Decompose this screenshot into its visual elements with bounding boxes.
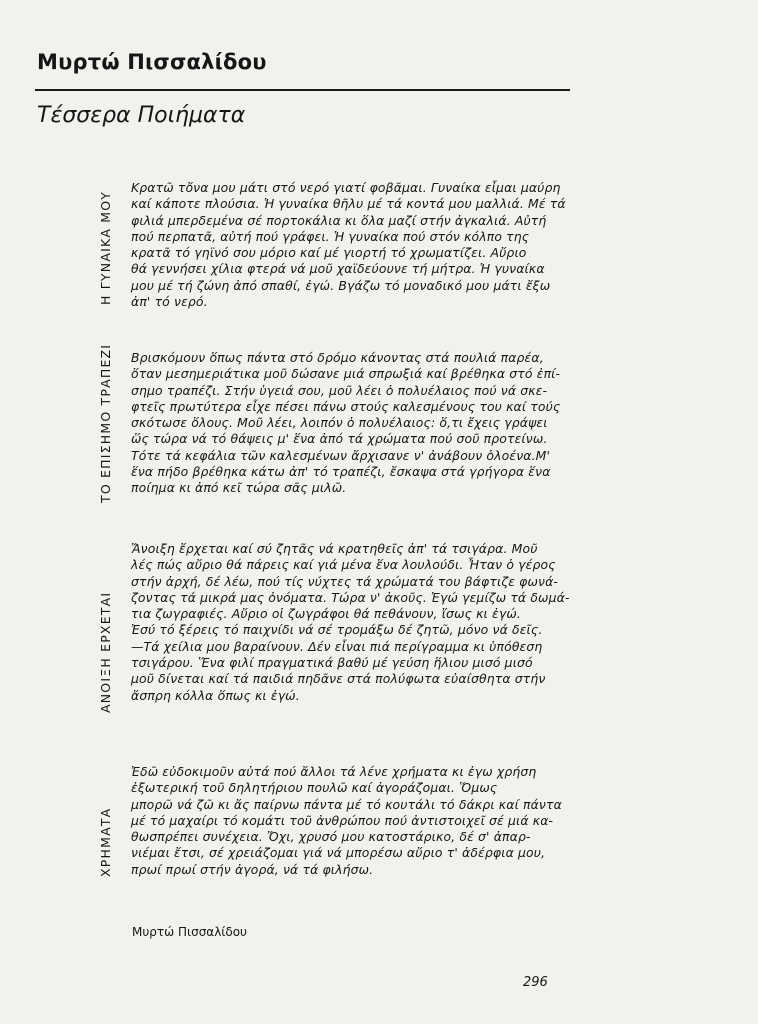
poem-title-3: ΑΝΟΙΞΗ ΕΡΧΕΤΑΙ [98,591,113,713]
poem-body-4 [131,764,641,878]
poem-line: ἀπ' τό νερό. [131,294,208,310]
poem-line: σημο τραπέζι. Στήν ὑγειά σου, μοῦ λέει ὁ πολυέλαιος πού νά σκε- [131,382,548,398]
poem-title-1: Η ΓΥΝΑΙΚΑ ΜΟΥ [98,190,113,305]
poem-line: λές πώς αὔριο θά πάρεις καί γιά μένα ἕνα λουλούδι. Ἦταν ὁ γέρος [131,557,556,573]
poem-line: θωσπρέπει συνέχεια. Ὄχι, χρυσό μου κατοστάρικο, δέ σ' ἀπαρ- [131,829,531,845]
poem-line: Ἐσύ τό ξέρεις τό παιχνίδι νά σέ τρομάξω δέ ζητῶ, μόνο νά δεῖς. [131,622,543,638]
poem-line: Κρατῶ τὄνα μου μάτι στό νερό γιατί φοβᾶμαι. Γυναίκα εἶμαι μαύρη [131,180,561,195]
poem-line: σκότωσε ὅλους. Μοῦ λέει, λοιπόν ὁ πολυέλαιος: ὅ,τι ἔχεις γράψει [131,415,548,431]
poem-line: ἐξωτερική τοῦ δηλητήριου πουλῶ καί ἀγοράζομαι. Ὅμως [131,780,498,796]
poem-line: νιέμαι ἔτσι, σέ χρειάζομαι γιά νά μπορέσω αὔριο τ' ἀδέρφια μου, [131,845,546,861]
author-title: Μυρτώ Πισσαλίδου [37,50,267,74]
poem-line: μοῦ δίνεται καί τά παιδιά πηδᾶνε στά πολύφωτα εὐαίσθητα στήν [131,671,546,687]
poem-line: φιλιά μπερδεμένα σέ πορτοκάλια κι ὅλα μαζί στήν ἀγκαλιά. Αὐτή [131,212,547,228]
poem-line: μπορῶ νά ζῶ κι ἄς παίρνω πάντα μέ τό κουτάλι τό δάκρι καί πάντα [131,796,562,812]
poem-line: ἄσπρη κόλλα ὅπως κι ἐγώ. [131,687,300,703]
poem-line: τσιγάρου. Ἕνα φιλί πραγματικά βαθύ μέ γεύση ἥλιου μισό μισό [131,655,533,671]
poem-line: κρατᾶ τό γηϊνό σου μόριο καί μέ γιορτή τό χρωματίζει. Αὔριο [131,245,527,261]
page-number: 296 [523,975,548,990]
poem-line: μου μέ τή ζώνη ἀπό σπαθί, ἐγώ. Βγάζω τό μοναδικό μου μάτι ἔξω [131,277,551,293]
poem-line: φτεῖς πρωτύτερα εἶχε πέσει πάνω στούς καλεσμένους του καί τούς [131,398,561,414]
poem-title-2: ΤΟ ΕΠΙΣΗΜΟ ΤΡΑΠΕΖΙ [98,343,113,503]
poem-line: ζοντας τά μικρά μας ὀνόματα. Τώρα ν' ἀκοῦς. Ἐγώ γεμίζω τά δωμά- [131,589,570,605]
poem-line: ποίημα κι ἀπό κεῖ τώρα σᾶς μιλῶ. [131,480,347,496]
poem-title-4: ΧΡΗΜΑΤΑ [98,807,113,877]
poem-line: τια ζωγραφιές. Αὔριο οἱ ζωγράφοι θά πεθάνουν, ἴσως κι ἐγώ. [131,606,521,622]
poem-line: Τότε τά κεφάλια τῶν καλεσμένων ἄρχισανε ν' ἀνάβουν ὁλοένα.Μ' [131,447,551,463]
poem-line: μέ τό μαχαίρι τό κομάτι τοῦ ἀνθρώπου πού ἀντιστοιχεῖ σέ μιά κα- [131,812,554,828]
title-rule [35,89,570,91]
poem-body-3 [131,541,641,704]
poem-body-1 [131,180,641,310]
poem-line: καί κάποτε πλούσια. Ἡ γυναίκα θῆλυ μέ τά κοντά μου μαλλιά. Μέ τά [131,196,566,212]
poem-line: —Τά χείλια μου βαραίνουν. Δέν εἶναι πιά περίγραμμα κι ὑπόθεση [131,638,543,654]
poem-line: στήν ἀρχή, δέ λέω, πού τίς νύχτες τά χρώματά του βάφτιζε φωνά- [131,573,559,589]
collection-subtitle: Τέσσερα Ποιήματα [37,103,246,128]
poem-body-2 [131,350,641,497]
signature: Μυρτώ Πισσαλίδου [132,925,247,939]
poem-line: Ἐδῶ εὐδοκιμοῦν αὐτά πού ἄλλοι τά λένε χρήματα κι ἐγω χρήση [131,764,537,779]
poem-line: ὅταν μεσημεριάτικα μοῦ δώσανε μιά σπρωξιά καί βρέθηκα στό ἐπί- [131,366,561,382]
poem-line: ὥς τώρα νά τό θάψεις μ' ἕνα ἀπό τά χρώματα πού σοῦ προτείνω. [131,431,548,447]
poem-line: ἕνα πήδο βρέθηκα κάτω ἀπ' τό τραπέζι, ἔσκαψα στά γρήγορα ἕνα [131,464,551,480]
poem-line: Βρισκόμουν ὅπως πάντα στό δρόμο κάνοντας στά πουλιά παρέα, [131,350,544,365]
poem-line: θά γεννήσει χίλια φτερά νά μοῦ χαϊδεύουνε τή μήτρα. Ἡ γυναίκα [131,261,545,277]
poem-line: πού περπατᾶ, αὐτή πού γράφει. Ἡ γυναίκα πού στόν κόλπο της [131,228,530,244]
poem-line: πρωί πρωί στήν ἀγορά, νά τά φιλήσω. [131,861,374,877]
poem-line: Ἄνοιξη ἔρχεται καί σύ ζητᾶς νά κρατηθεῖς ἀπ' τά τσιγάρα. Μοῦ [131,541,538,556]
